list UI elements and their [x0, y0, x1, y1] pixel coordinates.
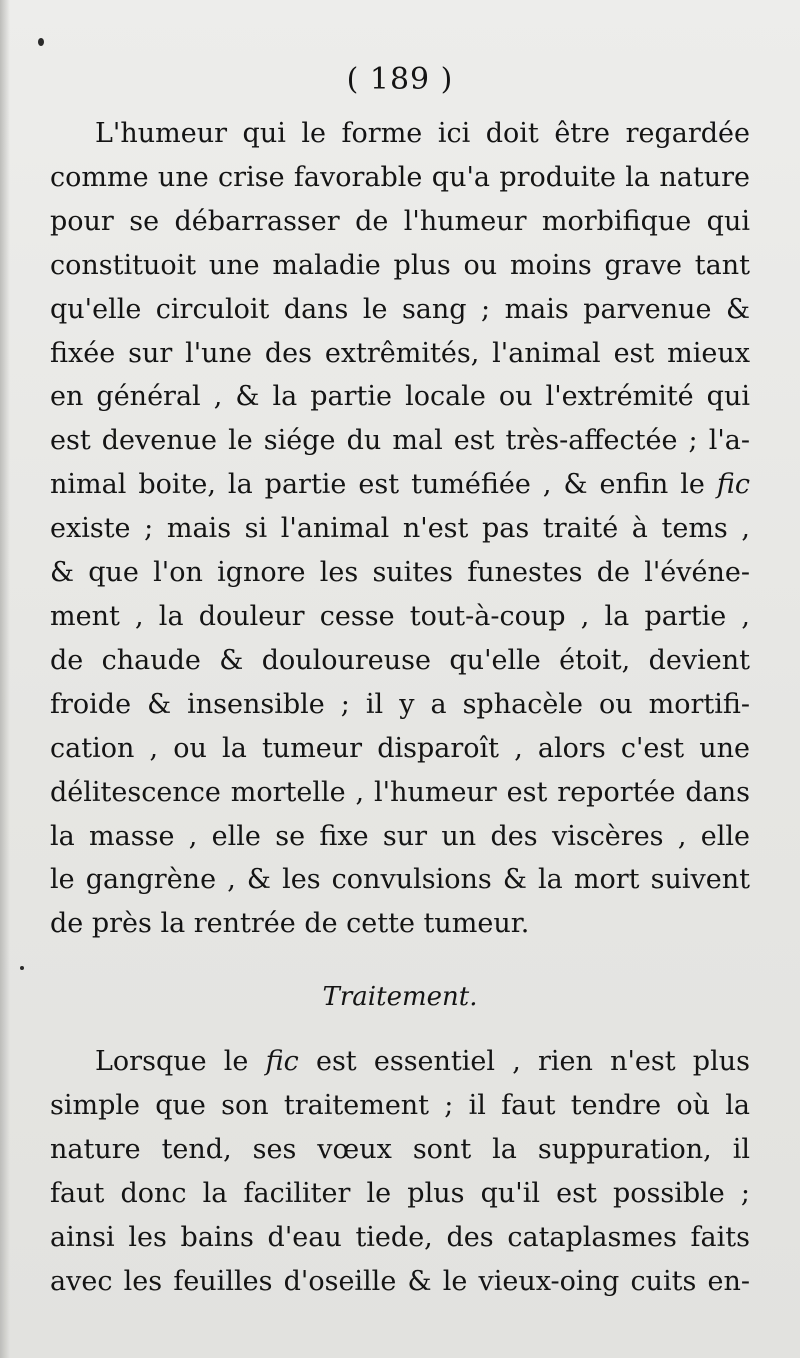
paragraph-body [50, 1040, 750, 1303]
text-line: & que l'on ignore les suites funestes de l'événe- [50, 557, 750, 589]
text-line: de près la rentrée de cette tumeur. [50, 908, 530, 940]
text-line: constituoit une maladie plus ou moins grave tant [50, 249, 750, 281]
text-line: nature tend, ses vœux sont la suppuration, il [50, 1133, 750, 1165]
text-line: la masse , elle se fixe sur un des viscères , elle [50, 820, 750, 852]
text-line: cation , ou la tumeur disparoît , alors c'est une [50, 732, 750, 764]
section-heading: Traitement. [322, 982, 478, 1012]
text-line: avec les feuilles d'oseille & le vieux-oing cuits en- [50, 1265, 750, 1297]
text-segment: Lorsque le [95, 1046, 249, 1077]
ink-speck [20, 966, 24, 970]
text-line: froide & insensible ; il y a sphacèle ou mortifi- [50, 688, 750, 720]
text-line: ment , la douleur cesse tout-à-coup , la partie , [50, 600, 750, 632]
text-line: qu'elle circuloit dans le sang ; mais parvenue & [50, 293, 750, 325]
text-line [50, 1040, 750, 1084]
text-line: le gangrène , & les convulsions & la mort suivent [50, 864, 750, 896]
text-segment: est essentiel , rien n'est plus [315, 1046, 750, 1077]
ink-speck [38, 38, 44, 46]
text-line: pour se débarrasser de l'humeur morbifique qui [50, 205, 750, 237]
text-segment: nimal boite, la partie est tuméfiée , & enfin le [50, 469, 705, 501]
text-line: est devenue le siége du mal est très-affectée ; l'a- [50, 425, 750, 457]
text-line: en général , & la partie locale ou l'extrémité qui [50, 381, 750, 413]
text-line: délitescence mortelle , l'humeur est reportée dans [50, 776, 750, 808]
text-line: ainsi les bains d'eau tiede, des cataplasmes faits [50, 1221, 750, 1253]
text-line: de chaude & douloureuse qu'elle étoit, devient [50, 644, 750, 676]
text-line: comme une crise favorable qu'a produite la nature [50, 161, 750, 193]
text-line: fixée sur l'une des extrêmités, l'animal est mieux [50, 337, 750, 369]
page-number: ( 189 ) [346, 62, 454, 97]
text-line: simple que son traitement ; il faut tendre où la [50, 1089, 750, 1121]
binding-shadow [0, 0, 10, 1358]
italic-word: fic [265, 1046, 299, 1077]
text-line: faut donc la faciliter le plus qu'il est possible ; [50, 1177, 750, 1209]
paragraph-body [50, 112, 750, 946]
text-line [50, 463, 750, 507]
text-line: existe ; mais si l'animal n'est pas traité à tems , [50, 513, 750, 545]
italic-word: fic [716, 469, 750, 501]
text-line: L'humeur qui le forme ici doit être regardée [95, 118, 750, 149]
